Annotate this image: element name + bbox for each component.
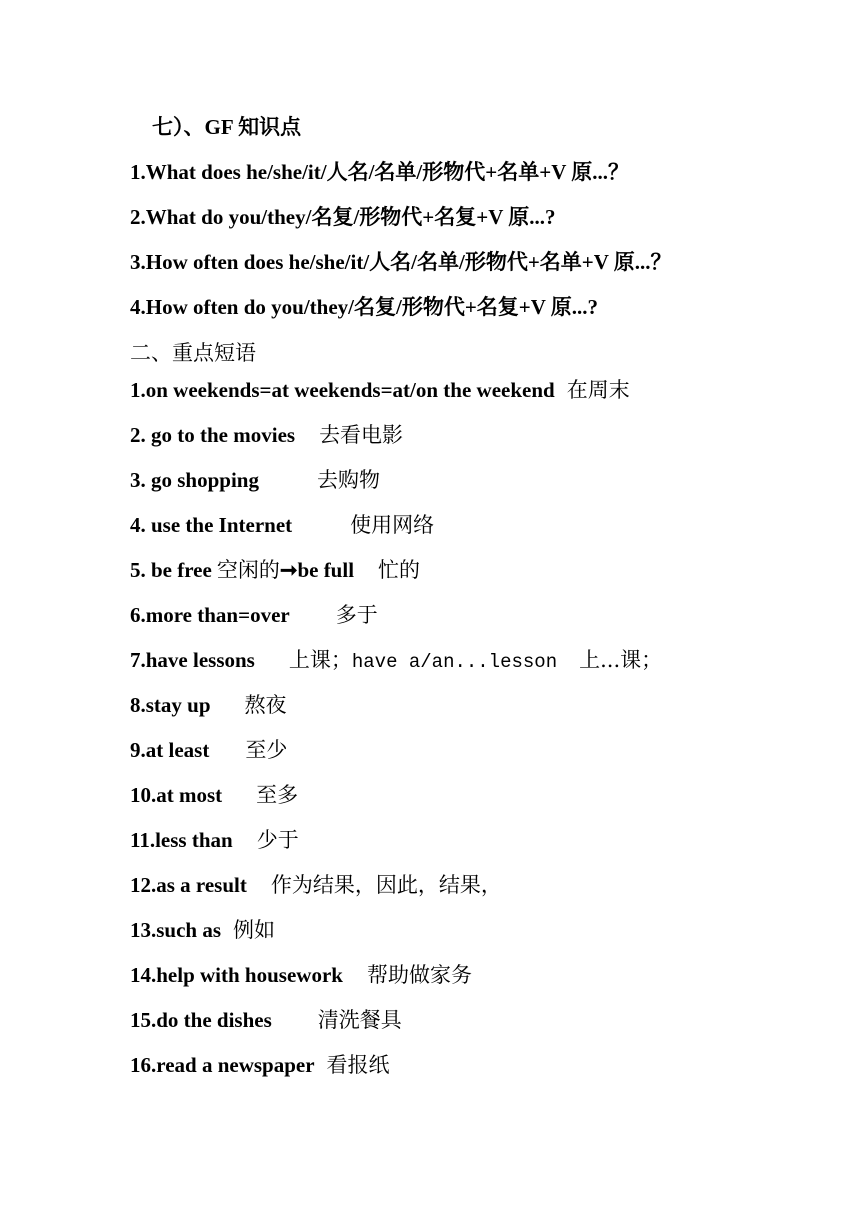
phrase-item [130, 962, 472, 988]
phrase-cn: 空闲的 [216, 558, 280, 582]
section-heading-phrases [130, 340, 256, 366]
gf-point [130, 159, 629, 185]
phrase-item [130, 602, 378, 628]
phrase-en: 11.less than [130, 828, 233, 852]
phrase-cn: 至少 [245, 738, 288, 762]
phrase-cn: 多于 [335, 603, 378, 627]
phrase-en: 13.such as [130, 918, 222, 942]
gf-point-text: 3.How often does he/she/it/人名/名单/形物代+名单+V 原...？ [130, 250, 672, 274]
phrase-en: 10.at most [130, 783, 223, 807]
heading-gf-text: 七）、GF 知识点 [152, 115, 302, 139]
gf-point [130, 204, 556, 230]
phrase-item [130, 422, 403, 448]
phrase-cn: 熬夜 [244, 693, 287, 717]
gf-point [130, 294, 598, 320]
gf-point [130, 249, 672, 275]
phrase-en: 14.help with housework [130, 963, 343, 987]
phrase-cn: 作为结果，因此，结果， [270, 873, 502, 897]
phrase-extra: have a/an...lesson [351, 651, 558, 673]
phrase-item [130, 557, 420, 583]
phrase-en: 12.as a result [130, 873, 247, 897]
phrase-cn: 例如 [233, 918, 276, 942]
phrase-en: 3. go shopping [130, 468, 259, 492]
phrase-cn: 在周末 [566, 378, 630, 402]
section-heading-gf [152, 114, 301, 140]
phrase-item [130, 872, 502, 898]
phrase-en: 6.more than=over [130, 603, 290, 627]
phrase-cn: 看报纸 [326, 1053, 390, 1077]
phrase-cn: 忙的 [378, 558, 421, 582]
gf-point-text: 1.What does he/she/it/人名/名单/形物代+名单+V 原...？ [130, 160, 629, 184]
phrase-en: 4. use the Internet [130, 513, 293, 537]
phrase-item [130, 782, 298, 808]
phrase-cn: 去看电影 [319, 423, 404, 447]
phrase-cn: 清洗餐具 [317, 1008, 402, 1032]
phrase-en: 2. go to the movies [130, 423, 296, 447]
phrase-en: 1.on weekends=at weekends=at/on the weekend [130, 378, 555, 402]
phrase-en: 5. be free [130, 558, 212, 582]
heading-phrases-text: 二、重点短语 [130, 341, 256, 365]
phrase-item [130, 1007, 402, 1033]
phrase-item [130, 737, 287, 763]
phrase-en: 15.do the dishes [130, 1008, 272, 1032]
phrase-cn: 使用网络 [350, 513, 435, 537]
phrase-item [130, 647, 662, 675]
phrase-en: 7.have lessons [130, 648, 255, 672]
phrase-cn: 至多 [256, 783, 299, 807]
phrase-item [130, 467, 380, 493]
gf-point-text: 2.What do you/they/名复/形物代+名复+V 原...? [130, 205, 556, 229]
phrase-item [130, 1052, 390, 1078]
phrase-en: 9.at least [130, 738, 210, 762]
phrase-item [130, 827, 299, 853]
gf-point-text: 4.How often do you/they/名复/形物代+名复+V 原...? [130, 295, 599, 319]
phrase-extra-cn: 上...课； [579, 648, 663, 672]
phrase-en: 16.read a newspaper [130, 1053, 315, 1077]
phrase-cn: 帮助做家务 [366, 963, 472, 987]
phrase-cn: 少于 [256, 828, 299, 852]
phrase-cn: 上课； [288, 648, 352, 672]
phrase-item [130, 512, 434, 538]
phrase-item [130, 377, 630, 403]
phrase-item [130, 917, 275, 943]
phrase-cn: 去购物 [316, 468, 380, 492]
phrase-en: be full [297, 558, 355, 582]
arrow-right-icon: ➞ [279, 558, 298, 582]
phrase-en: 8.stay up [130, 693, 211, 717]
phrase-item [130, 692, 287, 718]
